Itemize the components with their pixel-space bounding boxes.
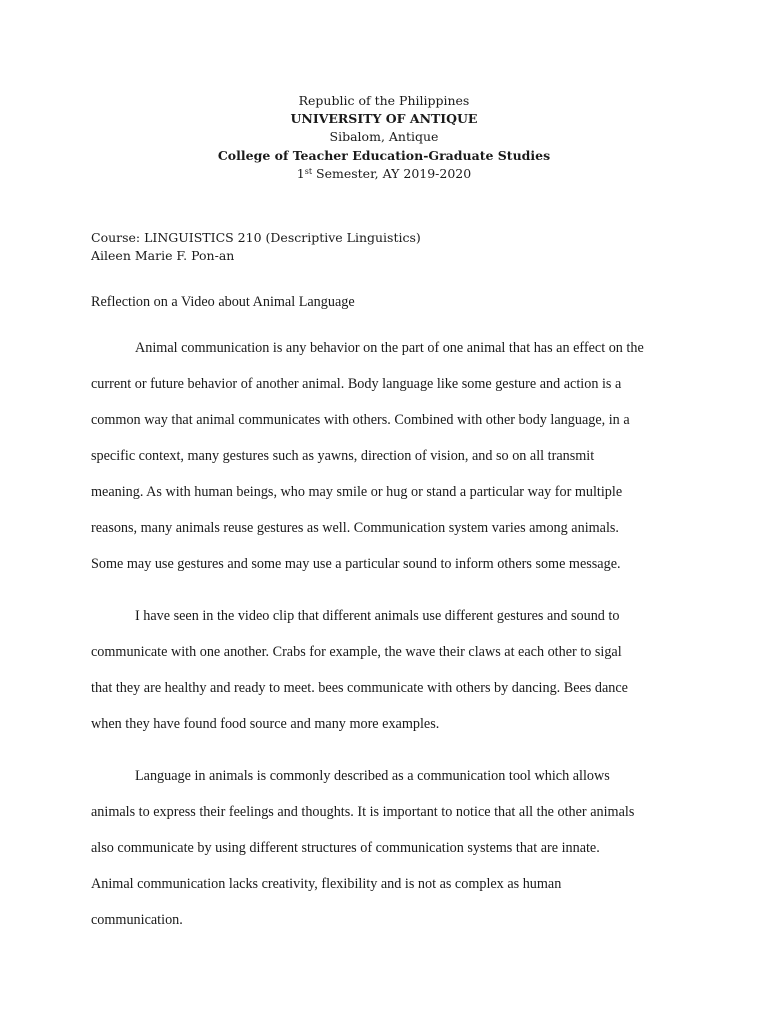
paragraph-line: Some may use gestures and some may use a particular sound to inform others some message. — [91, 556, 621, 572]
semester-ordinal: st — [304, 166, 313, 176]
paragraph-line: communication. — [91, 912, 183, 928]
semester-text: Semester, AY 2019-2020 — [312, 165, 472, 181]
paragraph-line: current or future behavior of another animal. Body language like some gesture and action is a — [91, 376, 622, 392]
semester-number: 1 — [296, 165, 305, 181]
paragraph-line: I have seen in the video clip that different animals use different gestures and sound to — [135, 608, 620, 624]
paragraph-line: specific context, many gestures such as yawns, direction of vision, and so on all transmit — [91, 448, 595, 464]
paragraph-3 — [91, 766, 691, 946]
document-title: Reflection on a Video about Animal Language — [91, 294, 355, 310]
course-line: Course: LINGUISTICS 210 (Descriptive Linguistics) — [91, 230, 421, 245]
course-info — [91, 229, 421, 264]
paragraph-line: reasons, many animals reuse gestures as well. Communication system varies among animals. — [91, 520, 619, 536]
paragraph-line: Animal communication lacks creativity, flexibility and is not as complex as human — [91, 876, 562, 892]
country-line: Republic of the Philippines — [298, 93, 470, 108]
paragraph-line: Animal communication is any behavior on the part of one animal that has an effect on the — [135, 340, 644, 356]
paragraph-2 — [91, 606, 691, 750]
university-line: UNIVERSITY OF ANTIQUE — [290, 111, 478, 127]
author-line: Aileen Marie F. Pon-an — [91, 247, 235, 263]
semester-line — [0, 165, 768, 183]
document-header — [0, 92, 768, 183]
paragraph-1 — [91, 338, 691, 590]
paragraph-line: animals to express their feelings and thoughts. It is important to notice that all the other animals — [91, 804, 635, 820]
paragraph-line: meaning. As with human beings, who may smile or hug or stand a particular way for multiple — [91, 484, 623, 500]
paragraph-line: communicate with one another. Crabs for example, the wave their claws at each other to sigal — [91, 644, 622, 660]
paragraph-line: when they have found food source and many more examples. — [91, 716, 440, 732]
paragraph-line: that they are healthy and ready to meet. bees communicate with others by dancing. Bees dance — [91, 680, 628, 696]
paragraph-line: also communicate by using different structures of communication systems that are innate. — [91, 840, 600, 856]
location-line: Sibalom, Antique — [329, 129, 439, 145]
college-line: College of Teacher Education-Graduate Studies — [217, 147, 551, 163]
paragraph-line: common way that animal communicates with others. Combined with other body language, in a — [91, 412, 630, 428]
paragraph-line: Language in animals is commonly described as a communication tool which allows — [135, 768, 610, 784]
